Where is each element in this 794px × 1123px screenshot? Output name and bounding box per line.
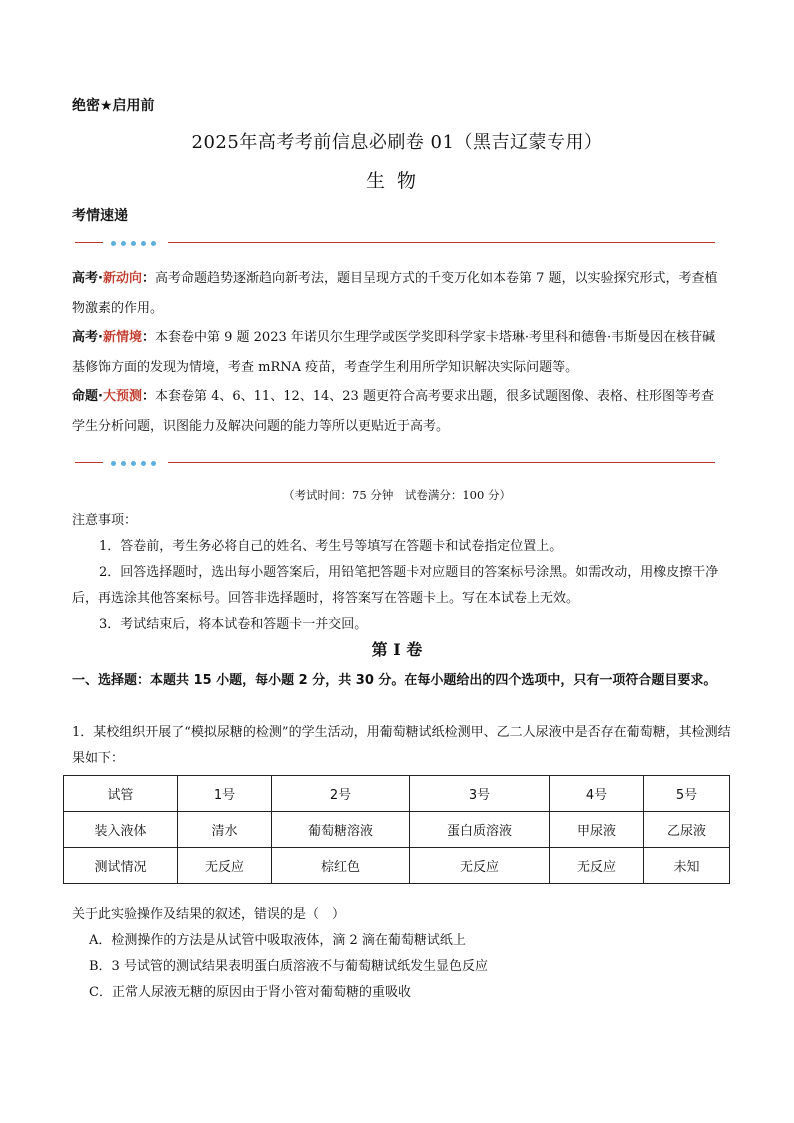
overview-heading: 考情速递 [72, 208, 128, 224]
overview-item-forecast: 命题·大预测：本套卷第 4、6、11、12、14、23 题更符合高考要求出题，很多试题图像、表格、柱形图等考查学生分析问题，识图能力及解决问题的能力等所以更贴近于高考。 [72, 389, 714, 434]
part-title: 第 I 卷 [371, 640, 423, 659]
table-cell: 无反应 [550, 848, 644, 884]
notice-item: 2．回答选择题时，选出每小题答案后，用铅笔把答题卡对应题目的答案标号涂黑。如需改动，用橡皮擦干净后，再选涂其他答案标号。回答非选择题时，将答案写在答题卡上。写在本试卷上无效。 [72, 565, 719, 606]
table-cell: 未知 [644, 848, 730, 884]
table-cell: 甲尿液 [550, 812, 644, 848]
question-prompt: 关于此实验操作及结果的叙述，错误的是（ ） [72, 907, 346, 922]
table-row [64, 812, 730, 848]
table-cell: 葡萄糖溶液 [272, 812, 410, 848]
table-row [64, 776, 730, 812]
table-cell: 无反应 [410, 848, 550, 884]
divider-bottom [75, 458, 715, 468]
option-a: A．检测操作的方法是从试管中吸取液体，滴 2 滴在葡萄糖试纸上 [89, 933, 466, 948]
exam-title: 2025年高考考前信息必刷卷 01（黑吉辽蒙专用） [191, 132, 603, 153]
option-c: C．正常人尿液无糖的原因由于肾小管对葡萄糖的重吸收 [89, 985, 411, 1000]
table-cell: 蛋白质溶液 [410, 812, 550, 848]
table-cell: 试管 [64, 776, 178, 812]
overview-item-context: 高考·新情境：本套卷中第 9 题 2023 年诺贝尔生理学或医学奖即科学家卡塔琳·考里科和德鲁·韦斯曼因在核苷碱基修饰方面的发现为情境，考查 mRNA 疫苗，考查学生利用所学知识解决实际问题等。 [72, 330, 716, 375]
table-cell: 无反应 [178, 848, 272, 884]
table-cell: 5号 [644, 776, 730, 812]
question-1-stem: 1．某校组织开展了“模拟尿糖的检测”的学生活动，用葡萄糖试纸检测甲、乙二人尿液中是否存在葡萄糖，其检测结果如下： [72, 725, 731, 766]
exam-time-info: （考试时间：75 分钟 试卷满分：100 分） [283, 488, 511, 502]
confidential-label: 绝密★启用前 [72, 98, 155, 114]
table-cell: 1号 [178, 776, 272, 812]
table-cell: 清水 [178, 812, 272, 848]
table-cell: 乙尿液 [644, 812, 730, 848]
notice-item: 1．答卷前，考生务必将自己的姓名、考生号等填写在答题卡和试卷指定位置上。 [99, 539, 563, 554]
notice-item: 3．考试结束后，将本试卷和答题卡一并交回。 [99, 617, 368, 632]
result-table [63, 775, 730, 884]
table-cell: 测试情况 [64, 848, 178, 884]
option-b: B．3 号试管的测试结果表明蛋白质溶液不与葡萄糖试纸发生显色反应 [89, 959, 488, 974]
table-cell: 棕红色 [272, 848, 410, 884]
section-instructions: 一、选择题：本题共 15 小题，每小题 2 分，共 30 分。在每小题给出的四个选项中，只有一项符合题目要求。 [72, 673, 717, 688]
overview-item-trend: 高考·新动向：高考命题趋势逐渐趋向新考法，题目呈现方式的千变万化如本卷第 7 题，以实验探究形式，考查植物激素的作用。 [72, 271, 718, 316]
question-1-options [72, 902, 732, 1006]
subject-title: 生物 [365, 170, 428, 192]
table-cell: 装入液体 [64, 812, 178, 848]
notice-heading: 注意事项： [72, 513, 138, 528]
notice-block [72, 508, 732, 638]
table-cell: 2号 [272, 776, 410, 812]
table-cell: 3号 [410, 776, 550, 812]
divider-top [75, 238, 715, 248]
table-cell: 4号 [550, 776, 644, 812]
table-row [64, 848, 730, 884]
